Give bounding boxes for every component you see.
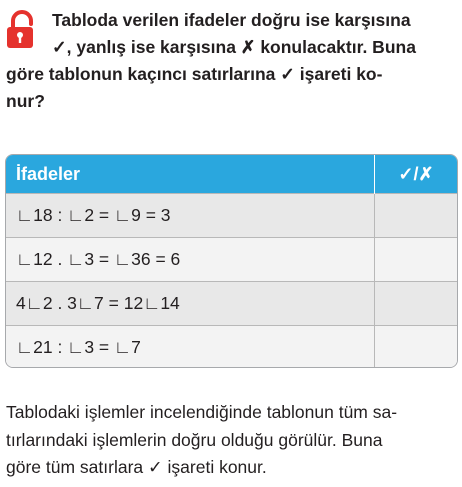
question-line: göre tablonun kaçıncı satırlarına ✓ işareti ko- (6, 64, 383, 84)
mark-cell[interactable] (375, 326, 458, 369)
question-line: ✓, yanlış ise karşısına ✗ konulacaktır. Buna (52, 37, 416, 57)
question-line: nur? (6, 91, 45, 111)
answer-line: tırlarındaki işlemlerin doğru olduğu görülür. Buna (6, 429, 383, 450)
question-text (6, 7, 458, 115)
mark-cell[interactable] (375, 194, 458, 238)
mark-cell[interactable] (375, 238, 458, 282)
header-mark: ✓/✗ (375, 155, 458, 194)
question-line: Tabloda verilen ifadeler doğru ise karşısına (52, 10, 411, 30)
statement-cell: 4∟2 . 3∟7 = 12∟14 (6, 282, 375, 326)
table-row (6, 282, 457, 326)
statement-cell: ∟21 : ∟3 = ∟7 (6, 326, 375, 369)
table-row (6, 326, 457, 369)
table-row (6, 194, 457, 238)
statements-table (5, 154, 458, 368)
mark-cell[interactable] (375, 282, 458, 326)
statement-cell: ∟18 : ∟2 = ∟9 = 3 (6, 194, 375, 238)
answer-line: Tablodaki işlemler incelendiğinde tablonun tüm sa- (6, 402, 398, 422)
answer-line: göre tüm satırlara ✓ işareti konur. (6, 457, 267, 477)
answer-text (6, 399, 458, 482)
table-row (6, 238, 457, 282)
statement-cell: ∟12 . ∟3 = ∟36 = 6 (6, 238, 375, 282)
header-statements: İfadeler (6, 155, 375, 194)
